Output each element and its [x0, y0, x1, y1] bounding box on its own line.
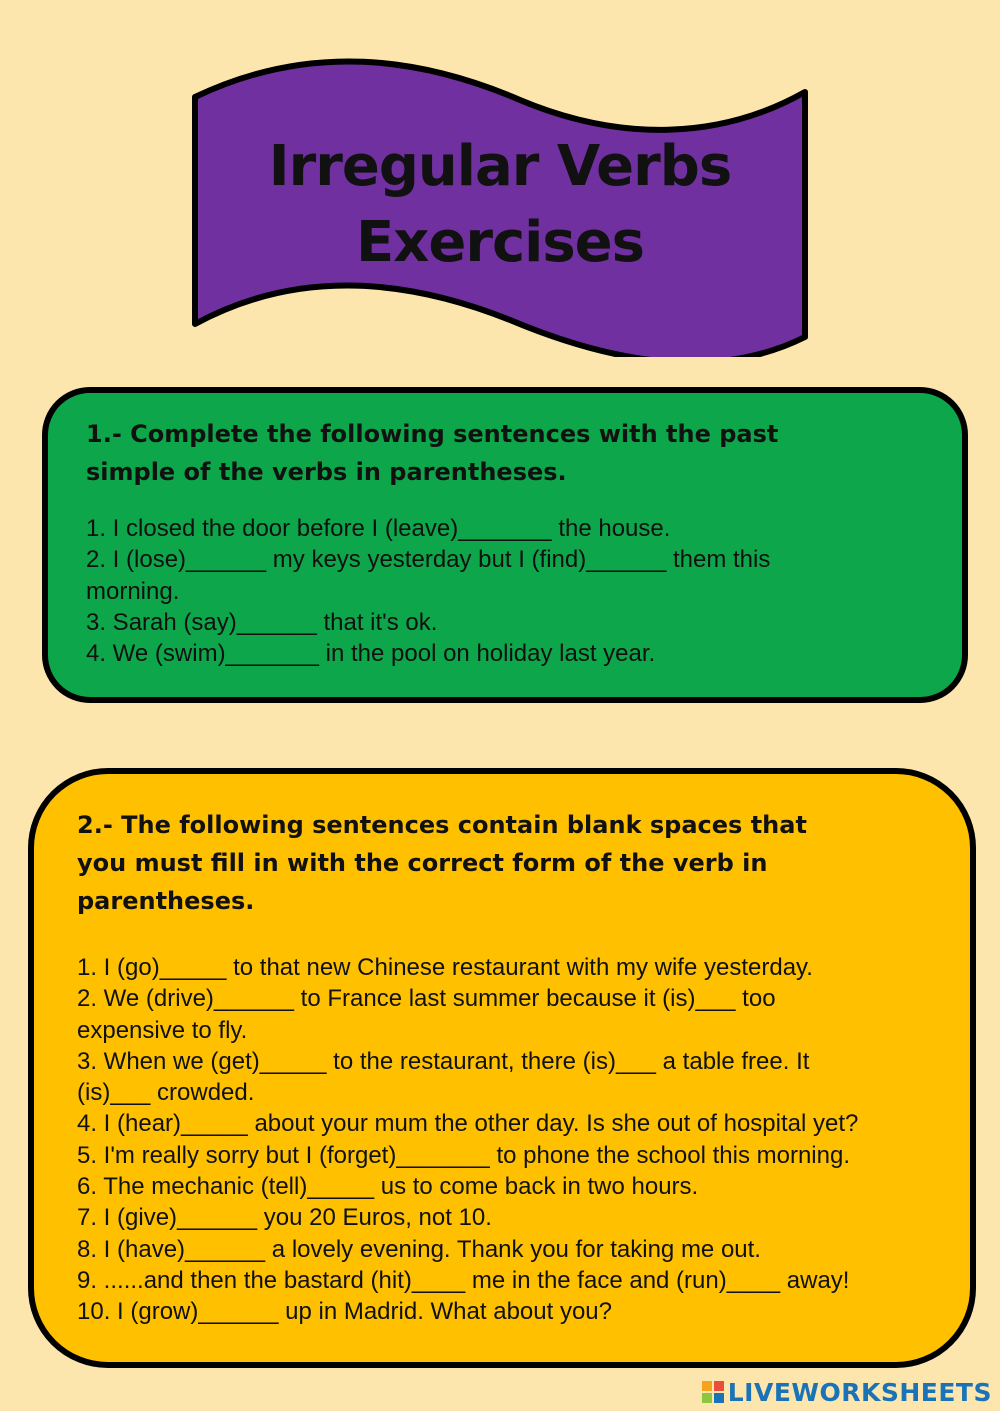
exercise-2-item: 7. I (give)______ you 20 Euros, not 10.	[77, 1204, 492, 1232]
exercise-2-heading-line: parentheses.	[77, 887, 255, 915]
exercise-1-heading	[86, 415, 886, 491]
banner-flag-shape	[190, 52, 810, 357]
exercise-1-item: 2. I (lose)______ my keys yesterday but I (find)______ them this	[86, 546, 771, 574]
exercise-1-item: morning.	[86, 577, 180, 605]
exercise-2-item: 10. I (grow)______ up in Madrid. What about you?	[77, 1298, 612, 1326]
exercise-1-heading-line: 1.- Complete the following sentences with the past	[86, 420, 779, 448]
exercise-2-item: 6. The mechanic (tell)_____ us to come back in two hours.	[77, 1173, 699, 1201]
liveworksheets-logo-icon	[701, 1380, 725, 1404]
exercise-2-item: 2. We (drive)______ to France last summer because it (is)___ too	[77, 985, 776, 1013]
exercise-2-heading	[77, 806, 917, 920]
exercise-1-item: 1. I closed the door before I (leave)_______ the house.	[86, 515, 671, 542]
exercise-2-heading-line: you must fill in with the correct form of the verb in	[77, 849, 768, 877]
exercise-2-list	[77, 952, 977, 1328]
exercise-1-item: 4. We (swim)_______ in the pool on holiday last year.	[86, 640, 656, 668]
exercise-1-item: 3. Sarah (say)______ that it's ok.	[86, 608, 438, 636]
exercise-2-item: 4. I (hear)_____ about your mum the other day. Is she out of hospital yet?	[77, 1110, 859, 1138]
exercise-1-box	[42, 387, 968, 703]
exercise-2-box	[28, 768, 976, 1368]
exercise-2-item: 8. I (have)______ a lovely evening. Thank you for taking me out.	[77, 1235, 761, 1263]
title-banner	[190, 52, 810, 357]
exercise-2-item: expensive to fly.	[77, 1016, 248, 1044]
exercise-2-item: 3. When we (get)_____ to the restaurant, there (is)___ a table free. It	[77, 1047, 810, 1075]
exercise-2-item: 1. I (go)_____ to that new Chinese restaurant with my wife yesterday.	[77, 954, 813, 981]
exercise-1-heading-line: simple of the verbs in parentheses.	[86, 458, 567, 486]
exercise-1-list	[86, 513, 886, 669]
liveworksheets-watermark[interactable]	[701, 1377, 992, 1407]
page-title-line-2: Exercises	[355, 210, 644, 275]
exercise-2-heading-line: 2.- The following sentences contain blank spaces that	[77, 811, 807, 839]
exercise-2-item: 9. ......and then the bastard (hit)____ me in the face and (run)____ away!	[77, 1266, 850, 1294]
exercise-2-item: 5. I'm really sorry but I (forget)_______ to phone the school this morning.	[77, 1141, 850, 1169]
page-title-line-1: Irregular Verbs	[268, 134, 732, 199]
watermark-text: LIVEWORKSHEETS	[727, 1377, 992, 1407]
exercise-2-item: (is)___ crowded.	[77, 1079, 255, 1107]
